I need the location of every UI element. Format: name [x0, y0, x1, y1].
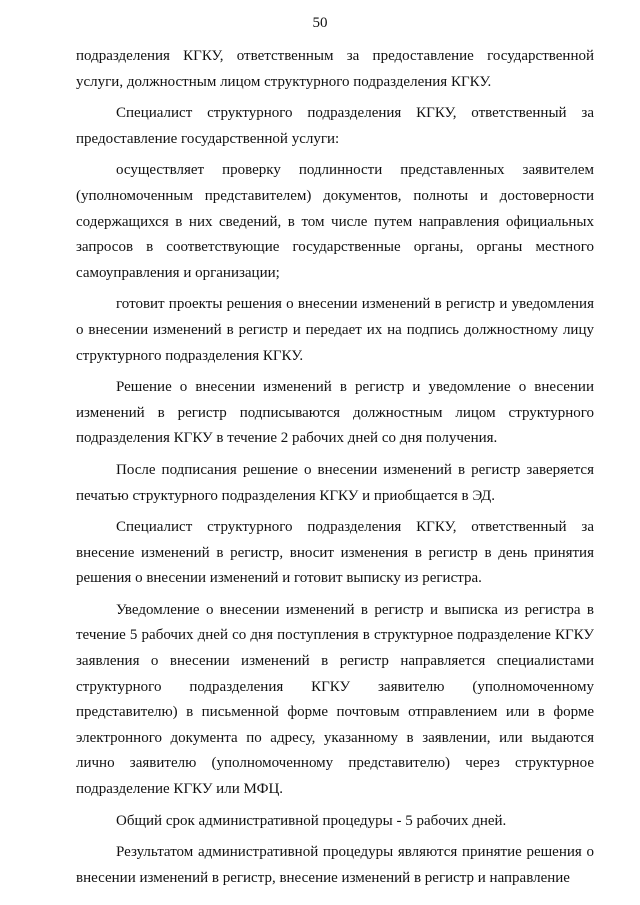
paragraph-6: После подписания решение о внесении изменений в регистр заверяется печатью структурного подразделения КГКУ и приобщается в ЭД. [76, 461, 594, 504]
paragraph-3: осуществляет проверку подлинности представленных заявителем (уполномоченным представителем) документов, полноты и достоверности содержащихся в них сведений, в том числе путем направления официальных запросов в соответствующие государственные органы, органы местного самоуправления и организации; [76, 162, 594, 281]
paragraph-7: Специалист структурного подразделения КГКУ, ответственный за внесение изменений в регистр, вносит изменения в регистр в день принятия решения о внесении изменений и готовит выписку из регистра. [76, 519, 594, 587]
paragraph-8: Уведомление о внесении изменений в регистр и выписка из регистра в течение 5 рабочих дней со дня поступления в структурное подразделение КГКУ заявления о внесении изменений в регистр направляется специалистами структурного подразделения КГКУ заявителю (уполномоченному представителю) в письменной форме почтовым отправлением или в форме электронного документа по адресу, указанному в заявлении, или выдаются лично заявителю (уполномоченному представителю) через структурное подразделение КГКУ или МФЦ. [76, 601, 594, 798]
paragraph-1: подразделения КГКУ, ответственным за предоставление государственной услуги, должностным лицом структурного подразделения КГКУ. [76, 48, 594, 90]
paragraph-4: готовит проекты решения о внесении изменений в регистр и уведомления о внесении изменений в регистр и передает их на подпись должностному лицу структурного подразделения КГКУ. [76, 296, 594, 364]
paragraph-2: Специалист структурного подразделения КГКУ, ответственный за предоставление государственной услуги: [76, 105, 594, 147]
page-number: 50 [312, 15, 328, 31]
document-body [76, 44, 594, 897]
paragraph-10: Результатом административной процедуры являются принятие решения о внесении изменений в регистр, внесение изменений в регистр и направление [76, 844, 594, 886]
paragraph-9: Общий срок административной процедуры - 5 рабочих дней. [116, 812, 507, 829]
paragraph-5: Решение о внесении изменений в регистр и уведомление о внесении изменений в регистр подписываются должностным лицом структурного подразделения КГКУ в течение 2 рабочих дней со дня получения. [76, 379, 594, 447]
